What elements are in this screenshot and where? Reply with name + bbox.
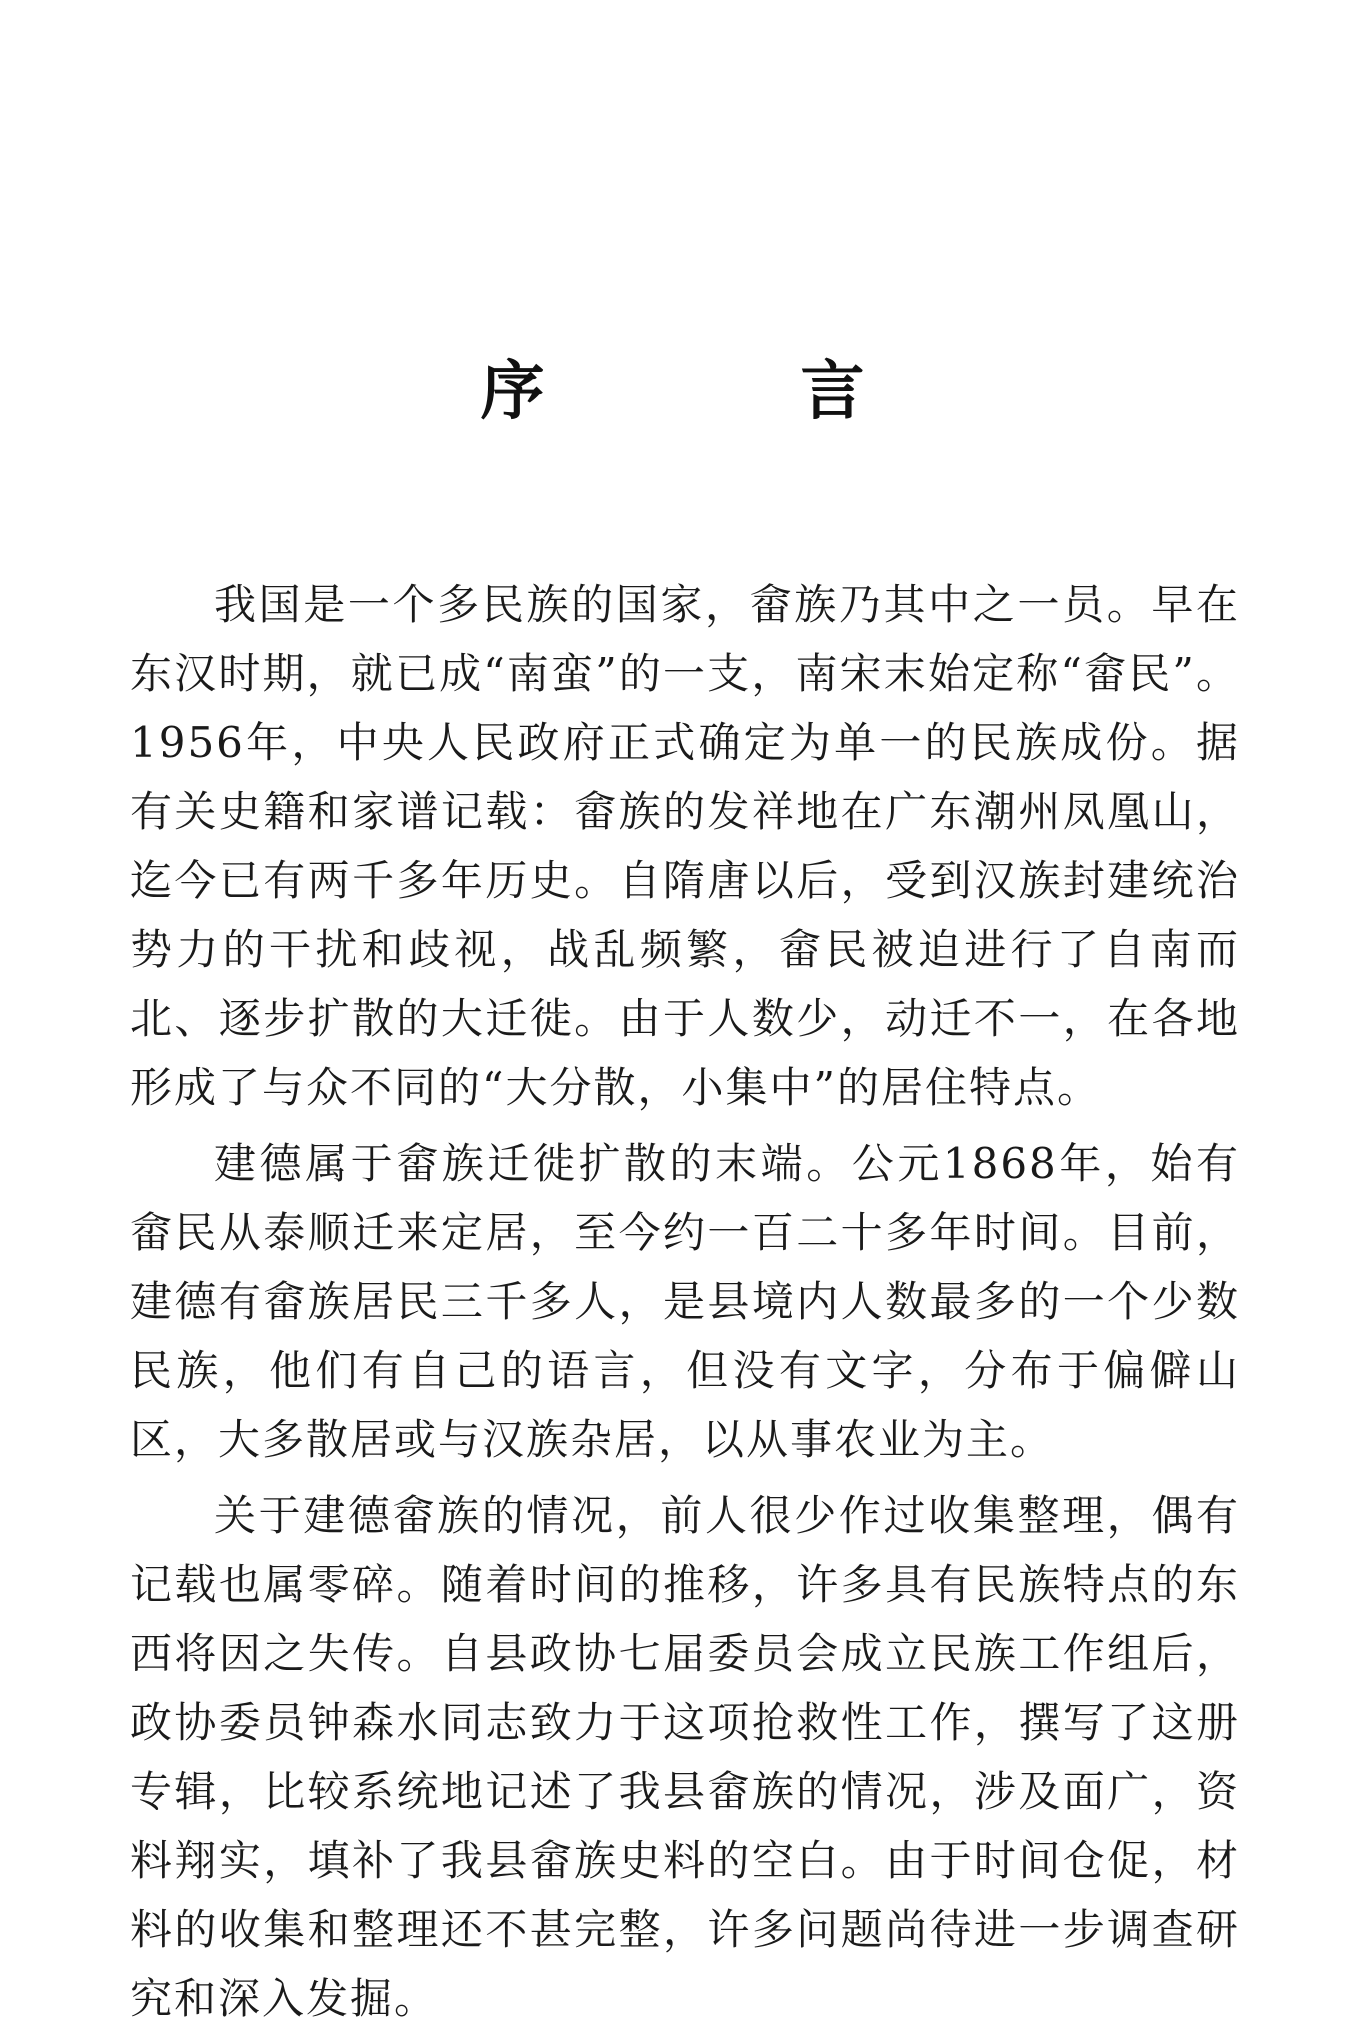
page-title (0, 340, 1351, 432)
paragraph: 关于建德畲族的情况，前人很少作过收集整理，偶有记载也属零碎。随着时间的推移，许多具有民族特点的东西将因之失传。自县政协七届委员会成立民族工作组后，政协委员钟森水同志致力于这项抢救性工作，撰写了这册专辑，比较系统地记述了我县畲族的情况，涉及面广，资料翔实，填补了我县畲族史料的空白。由于时间仓促，材料的收集和整理还不甚完整，许多问题尚待进一步调查研究和深入发掘。 (130, 1491, 1240, 2023)
body-text (130, 570, 1240, 2033)
title-char-1: 序 (480, 354, 551, 429)
paragraph: 建德属于畲族迁徙扩散的末端。公元1868年，始有畲民从泰顺迁来定居，至今约一百二十多年时间。目前，建德有畲族居民三千多人，是县境内人数最多的一个少数民族，他们有自己的语言，但没有文字，分布于偏僻山区，大多散居或与汉族杂居，以从事农业为主。 (130, 1139, 1240, 1464)
title-char-2: 言 (800, 354, 871, 429)
paragraph: 我国是一个多民族的国家，畲族乃其中之一员。早在东汉时期，就已成“南蛮”的一支，南宋末始定称“畲民”。1956年，中央人民政府正式确定为单一的民族成份。据有关史籍和家谱记载：畲族的发祥地在广东潮州凤凰山，迄今已有两千多年历史。自隋唐以后，受到汉族封建统治势力的干扰和歧视，战乱频繁，畲民被迫进行了自南而北、逐步扩散的大迁徙。由于人数少，动迁不一，在各地形成了与众不同的“大分散，小集中”的居住特点。 (130, 580, 1240, 1112)
